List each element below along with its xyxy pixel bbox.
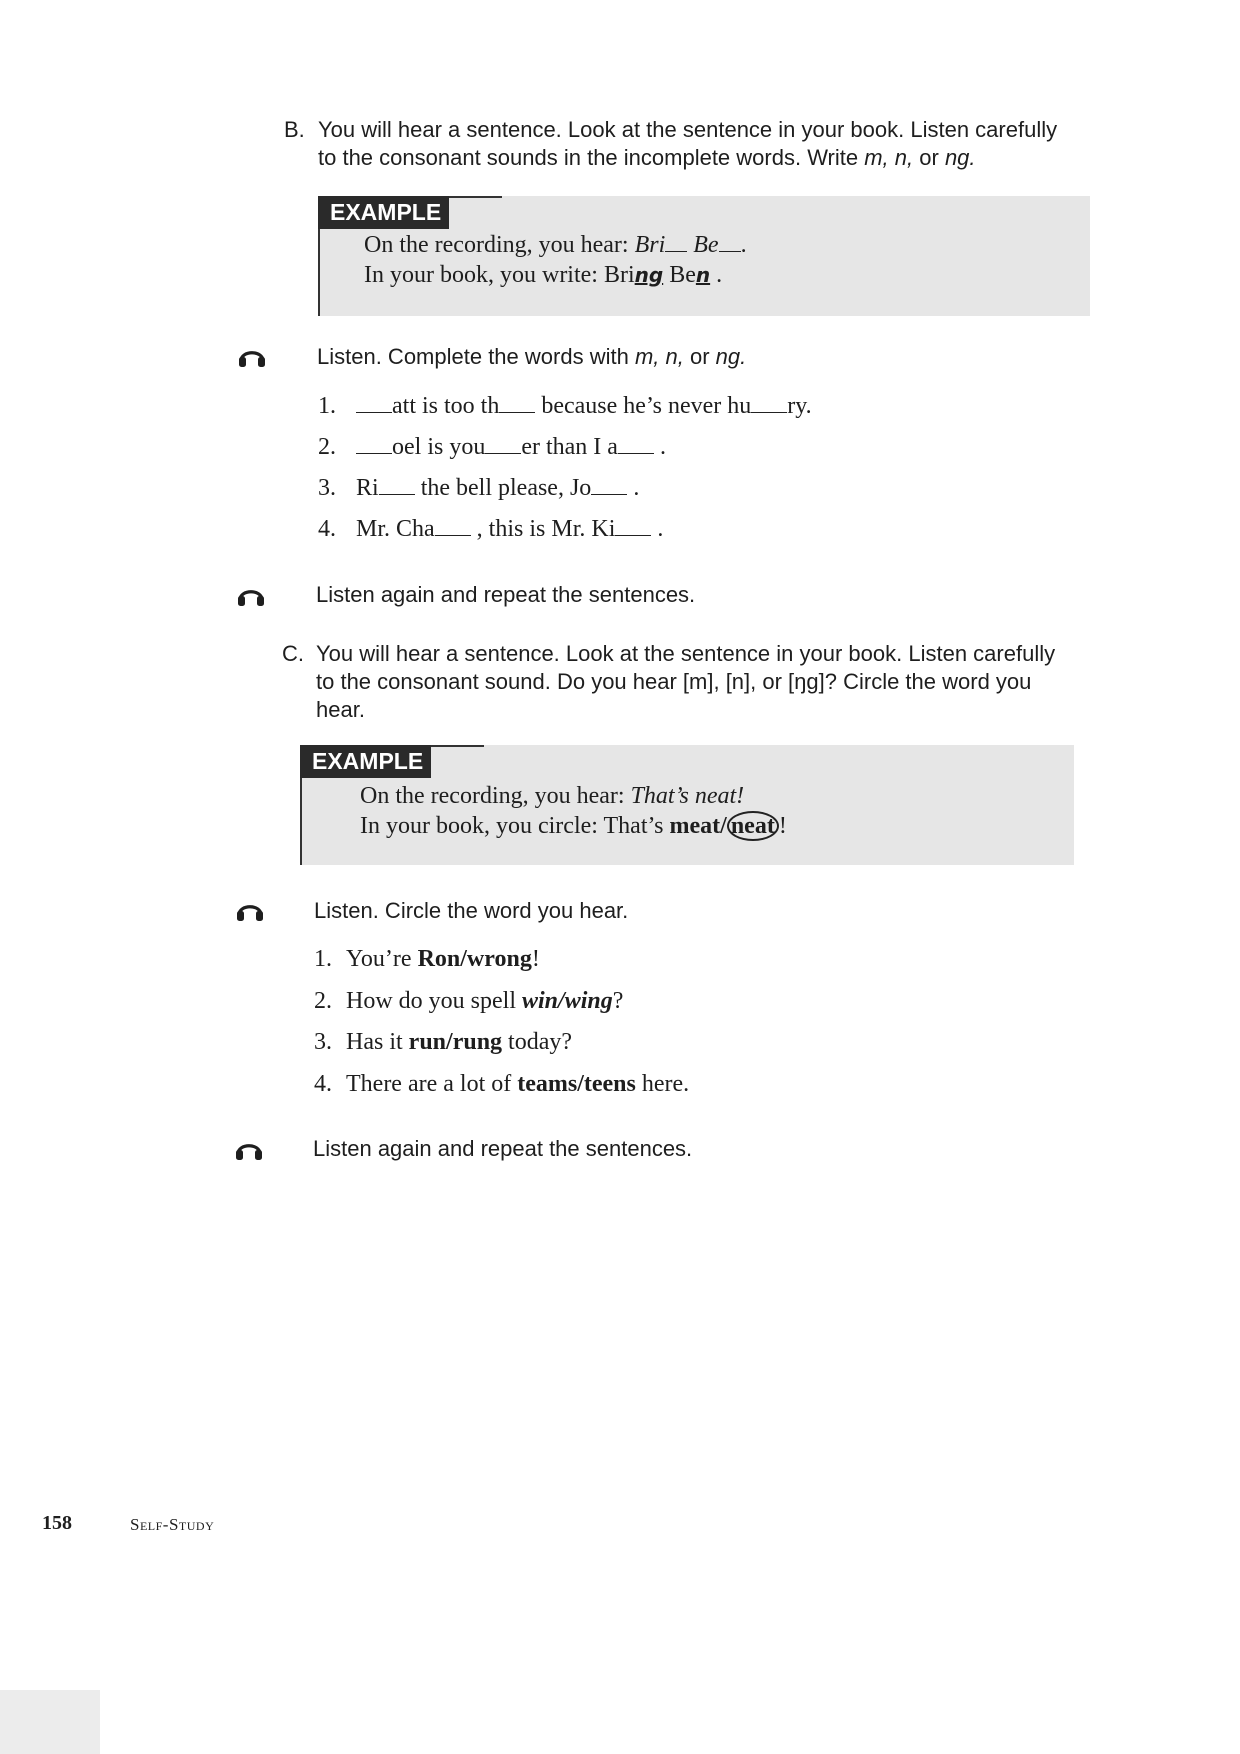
section-b-example-tab: EXAMPLE [318, 196, 449, 229]
section-b-example-line2: In your book, you write: Bring Ben . [364, 262, 723, 288]
section-c-example-line1: On the recording, you hear: That’s neat! [360, 783, 745, 809]
section-c-example-box [300, 745, 1074, 865]
section-c-example-line2: In your book, you circle: That’s meat/ neat ! [360, 813, 787, 839]
section-c-example-lines [360, 781, 787, 841]
section-b-letter: B. [284, 117, 305, 142]
list-item: 3. Ri the bell please, Jo . [318, 475, 640, 501]
handwritten-answer: ng [634, 263, 664, 287]
list-item: 4. Mr. Cha , this is Mr. Ki . [318, 516, 664, 542]
list-item: 1. att is too th because he’s never hu ry. [318, 393, 812, 419]
footer-band [0, 1690, 100, 1754]
section-c-repeat-instruction: Listen again and repeat the sentences. [313, 1136, 693, 1161]
headphones-icon [238, 344, 266, 368]
section-b-instruction-line2: to the consonant sounds in the incomplete words. Write m, n, or ng. [318, 145, 976, 170]
list-item: 1. You’re Ron/wrong! [314, 946, 540, 972]
footer-section-label: Self-Study [130, 1515, 215, 1534]
section-c-instruction [282, 640, 1216, 724]
headphones-icon [237, 583, 265, 607]
circled-answer: neat [727, 811, 779, 841]
list-item: 2. oel is you er than I a . [318, 434, 666, 460]
section-c-example-tab: EXAMPLE [300, 745, 431, 778]
section-c-instruction-line1: You will hear a sentence. Look at the sentence in your book. Listen carefully [316, 641, 1056, 666]
section-b-example-line1: On the recording, you hear: Bri Be . [364, 232, 747, 258]
list-item: 3. Has it run/rung today? [314, 1029, 573, 1055]
headphones-icon [236, 898, 264, 922]
section-b-instruction-line1: You will hear a sentence. Look at the sentence in your book. Listen carefully [318, 117, 1058, 142]
section-b-example-lines [364, 230, 747, 290]
section-b-example-box [318, 196, 1090, 316]
section-c-letter: C. [282, 641, 304, 666]
section-b-instruction [284, 116, 1218, 172]
section-c-instruction-line2: to the consonant sound. Do you hear [m], [n], or [ŋg]? Circle the word you [316, 669, 1032, 694]
section-b-listen-instruction: Listen. Complete the words with m, n, or ng. [317, 344, 747, 369]
list-item: 4. There are a lot of teams/teens here. [314, 1071, 690, 1097]
list-item: 2. How do you spell win/wing? [314, 988, 624, 1014]
headphones-icon [235, 1137, 263, 1161]
section-c-instruction-line3: hear. [316, 697, 365, 722]
page-number: 158 [42, 1512, 72, 1534]
handwritten-answer: n [695, 263, 711, 287]
section-b-repeat-instruction: Listen again and repeat the sentences. [316, 582, 696, 607]
section-c-listen-instruction: Listen. Circle the word you hear. [314, 898, 629, 923]
